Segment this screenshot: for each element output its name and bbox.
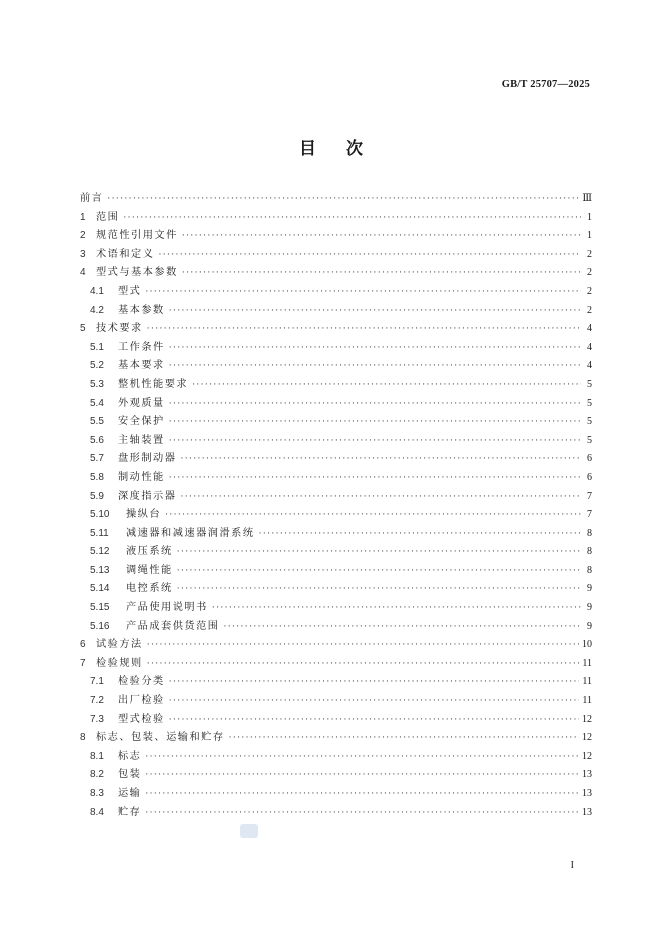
toc-entry-label: 基本参数 — [118, 304, 165, 316]
toc-entry-number: 5.9 — [90, 490, 104, 502]
toc-entry-label: 运输 — [118, 788, 142, 799]
toc-entry-number: 8.3 — [90, 788, 104, 799]
toc-entry-page: 8 — [587, 546, 592, 558]
toc-entry-label: 盘形制动器 — [118, 453, 177, 465]
toc-entry-page: 9 — [587, 620, 592, 632]
toc-entry-page: 4 — [587, 360, 592, 372]
toc-entry-page: Ⅲ — [582, 193, 592, 204]
toc-leader-dots — [169, 395, 581, 414]
toc-entry-number: 5.10 — [90, 509, 110, 521]
toc-entry-label: 贮存 — [118, 806, 142, 818]
toc-entry[interactable] — [80, 655, 592, 674]
toc-entry-page: 12 — [582, 732, 592, 744]
toc-leader-dots — [147, 655, 580, 674]
toc-entry[interactable] — [80, 711, 592, 730]
toc-entry[interactable] — [80, 525, 592, 544]
toc-entry-page: 2 — [587, 248, 592, 260]
toc-entry-page: 4 — [587, 323, 592, 335]
toc-leader-dots — [123, 209, 581, 228]
toc-leader-dots — [145, 766, 579, 785]
toc-entry-page: 5 — [587, 397, 592, 409]
toc-entry-number: 8 — [80, 732, 86, 744]
toc-entry-label: 检验规则 — [96, 657, 143, 669]
toc-entry-number: 3 — [80, 248, 86, 260]
toc-leader-dots — [145, 283, 581, 302]
toc-entry[interactable] — [80, 413, 592, 432]
toc-entry-page: 10 — [582, 639, 592, 651]
toc-entry[interactable] — [80, 246, 592, 265]
toc-entry-page: 12 — [582, 750, 592, 762]
toc-entry-label: 减速器和减速器润滑系统 — [126, 527, 255, 539]
toc-entry-label: 前言 — [80, 193, 104, 204]
toc-entry-label: 整机性能要求 — [118, 378, 189, 390]
toc-entry[interactable] — [80, 488, 592, 507]
toc-entry-number: 5.1 — [90, 341, 104, 353]
toc-entry-number: 4.1 — [90, 285, 104, 297]
table-of-contents — [80, 190, 592, 822]
title-char-2: 次 — [346, 139, 363, 159]
toc-leader-dots — [169, 711, 579, 730]
toc-entry-number: 8.4 — [90, 806, 104, 818]
toc-entry[interactable] — [80, 357, 592, 376]
toc-entry[interactable] — [80, 506, 592, 525]
toc-entry-number: 4 — [80, 267, 86, 279]
toc-entry-page: 11 — [582, 695, 592, 707]
toc-entry-label: 电控系统 — [126, 583, 173, 595]
toc-leader-dots — [212, 599, 581, 618]
toc-entry-label: 术语和定义 — [96, 248, 155, 260]
toc-entry[interactable] — [80, 450, 592, 469]
toc-entry-page: 11 — [582, 676, 592, 688]
toc-entry-number: 8.2 — [90, 769, 104, 781]
toc-entry-label: 外观质量 — [118, 397, 165, 409]
toc-entry-number: 5.8 — [90, 471, 104, 483]
watermark-logo — [240, 824, 258, 838]
toc-entry-number: 5.4 — [90, 397, 104, 409]
toc-entry-label: 标志 — [118, 750, 142, 762]
toc-entry-label: 基本要求 — [118, 360, 165, 372]
toc-leader-dots — [180, 488, 581, 507]
toc-entry[interactable] — [80, 748, 592, 767]
toc-entry-page: 8 — [587, 527, 592, 539]
toc-entry-number: 7.1 — [90, 676, 104, 688]
toc-entry-page: 11 — [582, 657, 592, 669]
toc-entry-label: 规范性引用文件 — [96, 230, 178, 242]
toc-entry[interactable] — [80, 692, 592, 711]
toc-entry-page: 2 — [587, 267, 592, 279]
toc-entry-number: 5.5 — [90, 416, 104, 428]
toc-entry-page: 9 — [587, 602, 592, 614]
toc-entry-number: 2 — [80, 230, 86, 242]
toc-entry-page: 9 — [587, 583, 592, 595]
toc-entry-label: 检验分类 — [118, 676, 165, 688]
toc-entry-page: 1 — [587, 211, 592, 223]
toc-entry-number: 7.3 — [90, 713, 104, 725]
toc-entry-number: 5.7 — [90, 453, 104, 465]
toc-entry-number: 7 — [80, 657, 86, 669]
toc-leader-dots — [158, 246, 581, 265]
toc-entry-label: 标志、包装、运输和贮存 — [96, 732, 225, 744]
toc-entry[interactable] — [80, 209, 592, 228]
toc-leader-dots — [259, 525, 581, 544]
toc-entry-number: 5.6 — [90, 434, 104, 446]
toc-entry-label: 产品使用说明书 — [126, 602, 208, 614]
toc-entry[interactable] — [80, 227, 592, 246]
toc-leader-dots — [169, 432, 581, 451]
toc-leader-dots — [177, 562, 581, 581]
toc-entry-number: 5.3 — [90, 378, 104, 390]
toc-entry-page: 5 — [587, 378, 592, 390]
toc-entry-page: 13 — [582, 788, 592, 799]
toc-leader-dots — [107, 190, 579, 209]
toc-leader-dots — [147, 636, 579, 655]
page-number: I — [570, 860, 574, 871]
toc-entry-page: 1 — [587, 230, 592, 242]
toc-entry-page: 4 — [587, 341, 592, 353]
toc-entry-number: 5.16 — [90, 620, 110, 632]
standard-number: GB/T 25707—2025 — [501, 79, 590, 90]
toc-entry-page: 6 — [587, 471, 592, 483]
toc-entry-number: 5.11 — [90, 527, 109, 539]
toc-entry[interactable] — [80, 562, 592, 581]
toc-entry[interactable] — [80, 302, 592, 321]
toc-entry-page: 5 — [587, 434, 592, 446]
toc-leader-dots — [169, 357, 581, 376]
toc-entry-label: 安全保护 — [118, 416, 165, 428]
toc-entry-number: 5.13 — [90, 564, 110, 576]
toc-entry[interactable] — [80, 543, 592, 562]
toc-entry-page: 8 — [587, 564, 592, 576]
title-char-1: 目 — [299, 139, 316, 159]
toc-entry-label: 液压系统 — [126, 546, 173, 558]
toc-leader-dots — [229, 729, 579, 748]
toc-entry[interactable] — [80, 766, 592, 785]
toc-entry-page: 13 — [582, 769, 592, 781]
toc-entry[interactable] — [80, 395, 592, 414]
toc-entry-number: 4.2 — [90, 304, 104, 316]
toc-entry-number: 5.15 — [90, 602, 110, 614]
toc-leader-dots — [169, 469, 581, 488]
toc-leader-dots — [169, 692, 580, 711]
toc-leader-dots — [145, 785, 579, 804]
toc-entry-page: 2 — [587, 304, 592, 316]
toc-entry-page: 7 — [587, 509, 592, 521]
toc-leader-dots — [177, 543, 581, 562]
toc-entry[interactable] — [80, 376, 592, 395]
toc-leader-dots — [169, 413, 581, 432]
toc-entry-number: 7.2 — [90, 695, 104, 707]
toc-leader-dots — [182, 227, 581, 246]
toc-entry-label: 型式 — [118, 285, 142, 297]
toc-leader-dots — [145, 748, 579, 767]
toc-entry[interactable] — [80, 673, 592, 692]
toc-entry[interactable] — [80, 469, 592, 488]
toc-entry-label: 范围 — [96, 211, 120, 223]
toc-leader-dots — [169, 339, 581, 358]
toc-entry-number: 5.14 — [90, 583, 110, 595]
toc-leader-dots — [177, 580, 581, 599]
toc-entry[interactable] — [80, 432, 592, 451]
toc-entry-label: 深度指示器 — [118, 490, 177, 502]
toc-entry-number: 1 — [80, 211, 86, 223]
toc-entry[interactable] — [80, 283, 592, 302]
toc-entry[interactable] — [80, 618, 592, 637]
toc-entry-page: 13 — [582, 806, 592, 818]
toc-entry[interactable] — [80, 264, 592, 283]
toc-entry[interactable] — [80, 804, 592, 823]
toc-leader-dots — [224, 618, 582, 637]
toc-entry-label: 技术要求 — [96, 323, 143, 335]
toc-entry[interactable] — [80, 190, 592, 209]
toc-entry-label: 包装 — [118, 769, 142, 781]
toc-entry-label: 工作条件 — [118, 341, 165, 353]
toc-leader-dots — [180, 450, 581, 469]
toc-entry[interactable] — [80, 320, 592, 339]
toc-entry-number: 8.1 — [90, 750, 104, 762]
toc-entry-label: 试验方法 — [96, 639, 143, 651]
toc-entry[interactable] — [80, 599, 592, 618]
toc-entry-page: 12 — [582, 713, 592, 725]
toc-entry-label: 出厂检验 — [118, 695, 165, 707]
toc-entry-label: 制动性能 — [118, 471, 165, 483]
toc-entry-number: 6 — [80, 639, 86, 651]
toc-entry[interactable] — [80, 339, 592, 358]
toc-entry[interactable] — [80, 785, 592, 804]
toc-entry-page: 7 — [587, 490, 592, 502]
toc-entry[interactable] — [80, 729, 592, 748]
toc-entry-label: 调绳性能 — [126, 564, 173, 576]
toc-entry-label: 主轴装置 — [118, 434, 165, 446]
toc-leader-dots — [165, 506, 581, 525]
toc-entry-page: 2 — [587, 285, 592, 297]
toc-leader-dots — [192, 376, 581, 395]
toc-leader-dots — [169, 673, 580, 692]
toc-leader-dots — [145, 804, 579, 823]
toc-entry[interactable] — [80, 636, 592, 655]
toc-entry-page: 6 — [587, 453, 592, 465]
toc-entry-label: 操纵台 — [126, 509, 162, 521]
toc-leader-dots — [169, 302, 581, 321]
page-title — [0, 134, 662, 159]
toc-entry-label: 型式检验 — [118, 713, 165, 725]
toc-entry-label: 产品成套供货范围 — [126, 620, 220, 632]
toc-entry-label: 型式与基本参数 — [96, 267, 178, 279]
toc-leader-dots — [182, 264, 581, 283]
toc-entry[interactable] — [80, 580, 592, 599]
toc-entry-number: 5.2 — [90, 360, 104, 372]
toc-entry-number: 5 — [80, 323, 86, 335]
toc-entry-page: 5 — [587, 416, 592, 428]
toc-leader-dots — [147, 320, 581, 339]
toc-entry-number: 5.12 — [90, 546, 110, 558]
